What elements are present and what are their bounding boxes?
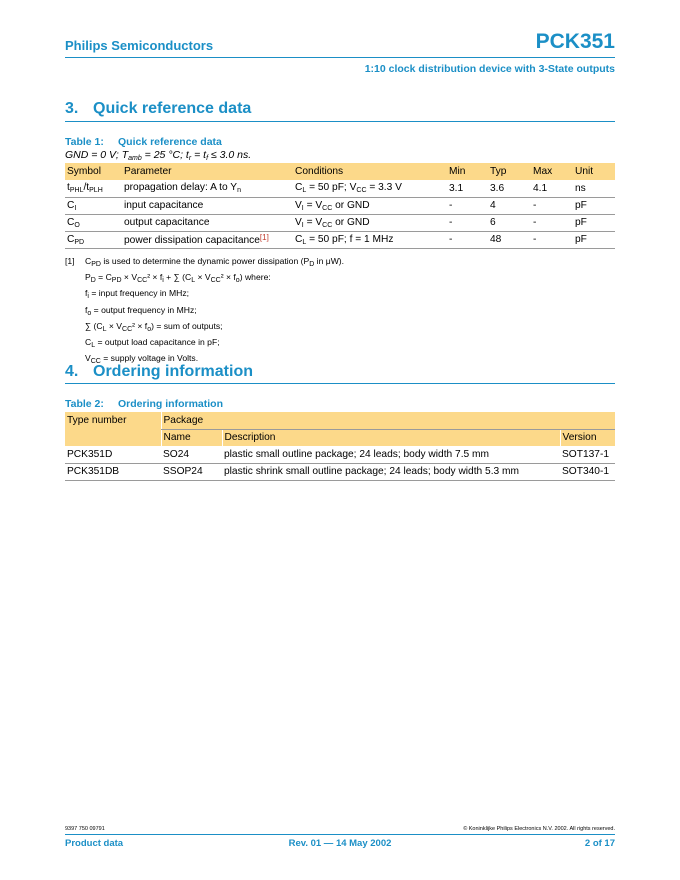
table-row xyxy=(65,463,615,480)
note-line: $f_i$ = input frequency in MHz; xyxy=(85,288,190,301)
column-header: Min xyxy=(449,166,466,177)
section-4-heading xyxy=(65,363,253,381)
note-tag: [1] xyxy=(65,256,75,266)
parameter-text: power dissipation capacitance xyxy=(124,235,260,246)
table-2-title: Ordering information xyxy=(118,398,223,410)
type-cell: PCK351D xyxy=(65,446,161,463)
conditions-cell: $V_I = V_{CC}$ or GND xyxy=(293,214,447,231)
footnote-link[interactable]: [1] xyxy=(259,233,269,242)
symbol-cell: $C_{PD}$ xyxy=(65,231,122,248)
section-4-number: 4. xyxy=(65,363,79,380)
max-cell: - xyxy=(531,231,573,248)
section-3-title: Quick reference data xyxy=(93,100,252,117)
description-cell: plastic shrink small outline package; 24 leads; body width 5.3 mm xyxy=(222,463,560,480)
copyright: © Koninklijke Philips Electronics N.V. 2002. All rights reserved. xyxy=(463,826,615,832)
table-2-caption xyxy=(65,398,223,410)
typ-cell: 48 xyxy=(488,231,531,248)
conditions-cell: $C_L = 50$ pF; f = 1 MHz xyxy=(293,231,447,248)
table-row xyxy=(65,214,615,231)
table-row xyxy=(65,197,615,214)
section-3-heading xyxy=(65,100,251,118)
column-header: Unit xyxy=(575,166,594,177)
unit-cell: pF xyxy=(573,231,615,248)
document-subtitle: 1:10 clock distribution device with 3-State outputs xyxy=(364,63,615,75)
type-cell: PCK351DB xyxy=(65,463,161,480)
page-number: 2 of 17 xyxy=(584,838,615,849)
table-row xyxy=(65,231,615,248)
unit-cell: ns xyxy=(573,180,615,197)
min-cell: - xyxy=(447,231,488,248)
table-row xyxy=(65,446,615,463)
footer-rule xyxy=(65,834,615,835)
version-cell: SOT137-1 xyxy=(560,446,615,463)
table-1-caption xyxy=(65,136,222,148)
note-line: $P_D = C_{PD} \times V_{CC}^2 \times f_i$ + ∑ $(C_L \times V_{CC}^2 \times f_o)$ where: xyxy=(85,272,271,285)
symbol-cell: $C_I$ xyxy=(65,197,122,214)
unit-cell: pF xyxy=(573,197,615,214)
column-header: Parameter xyxy=(124,166,172,177)
header-rule xyxy=(65,57,615,58)
column-header: Typ xyxy=(490,166,507,177)
max-cell: - xyxy=(531,197,573,214)
version-cell: SOT340-1 xyxy=(560,463,615,480)
table-1-conditions: GND = 0 V; $T_{amb} = 25$ °C; $t_r = t_f \le 3.0$ ns. xyxy=(65,149,252,162)
column-header: Conditions xyxy=(295,166,344,177)
column-header: Symbol xyxy=(67,166,101,177)
table-1-label: Table 1: xyxy=(65,136,104,148)
table-row xyxy=(65,180,615,197)
package-header: Package xyxy=(161,412,615,429)
table-1-header-row xyxy=(65,163,615,180)
note-line: $C_L$ = output load capacitance in pF; xyxy=(85,337,220,350)
typ-cell: 3.6 xyxy=(488,180,531,197)
section-3-rule xyxy=(65,121,615,122)
note-line: $f_o$ = output frequency in MHz; xyxy=(85,304,197,317)
parameter-cell xyxy=(122,231,293,248)
type-number-header: Type number xyxy=(67,415,127,426)
max-cell: 4.1 xyxy=(531,180,573,197)
name-cell: SSOP24 xyxy=(161,463,222,480)
min-cell: 3.1 xyxy=(447,180,488,197)
ordering-table xyxy=(65,412,615,481)
quick-reference-table xyxy=(65,163,615,249)
product-code: PCK351 xyxy=(535,30,615,53)
conditions-cell: $C_L = 50$ pF; $V_{CC} = 3.3$ V xyxy=(293,180,447,197)
typ-cell: 6 xyxy=(488,214,531,231)
section-4-rule xyxy=(65,383,615,384)
table-2-header-row xyxy=(65,412,615,429)
parameter-cell: output capacitance xyxy=(122,214,293,231)
description-header: Description xyxy=(222,429,560,446)
name-cell: SO24 xyxy=(161,446,222,463)
symbol-cell: $C_O$ xyxy=(65,214,122,231)
typ-cell: 4 xyxy=(488,197,531,214)
parameter-cell: propagation delay: A to $Y_n$ xyxy=(122,180,293,197)
note-line: $V_{CC}$ = supply voltage in Volts. xyxy=(85,353,199,366)
parameter-cell: input capacitance xyxy=(122,197,293,214)
name-header: Name xyxy=(161,429,222,446)
section-3-number: 3. xyxy=(65,100,79,117)
column-header: Max xyxy=(533,166,553,177)
table-1-title: Quick reference data xyxy=(118,136,222,148)
min-cell: - xyxy=(447,197,488,214)
version-header: Version xyxy=(560,429,615,446)
unit-cell: pF xyxy=(573,214,615,231)
document-number: 9397 750 09791 xyxy=(65,826,105,832)
footer-revision: Rev. 01 — 14 May 2002 xyxy=(288,838,392,849)
conditions-cell: $V_I = V_{CC}$ or GND xyxy=(293,197,447,214)
max-cell: - xyxy=(531,214,573,231)
description-cell: plastic small outline package; 24 leads; body width 7.5 mm xyxy=(222,446,560,463)
company-name: Philips Semiconductors xyxy=(65,38,214,53)
section-4-title: Ordering information xyxy=(93,363,253,380)
min-cell: - xyxy=(447,214,488,231)
symbol-cell: $t_{PHL}/t_{PLH}$ xyxy=(65,180,122,197)
table-2-label: Table 2: xyxy=(65,398,104,410)
footer-doc-type: Product data xyxy=(65,838,124,849)
note-line: $C_{PD}$ is used to determine the dynamic power dissipation ($P_D$ in μW). xyxy=(85,256,345,268)
note-line: ∑ $(C_L \times V_{CC}^2 \times f_o)$ = sum of outputs; xyxy=(85,320,223,333)
table-1-notes xyxy=(65,255,344,368)
